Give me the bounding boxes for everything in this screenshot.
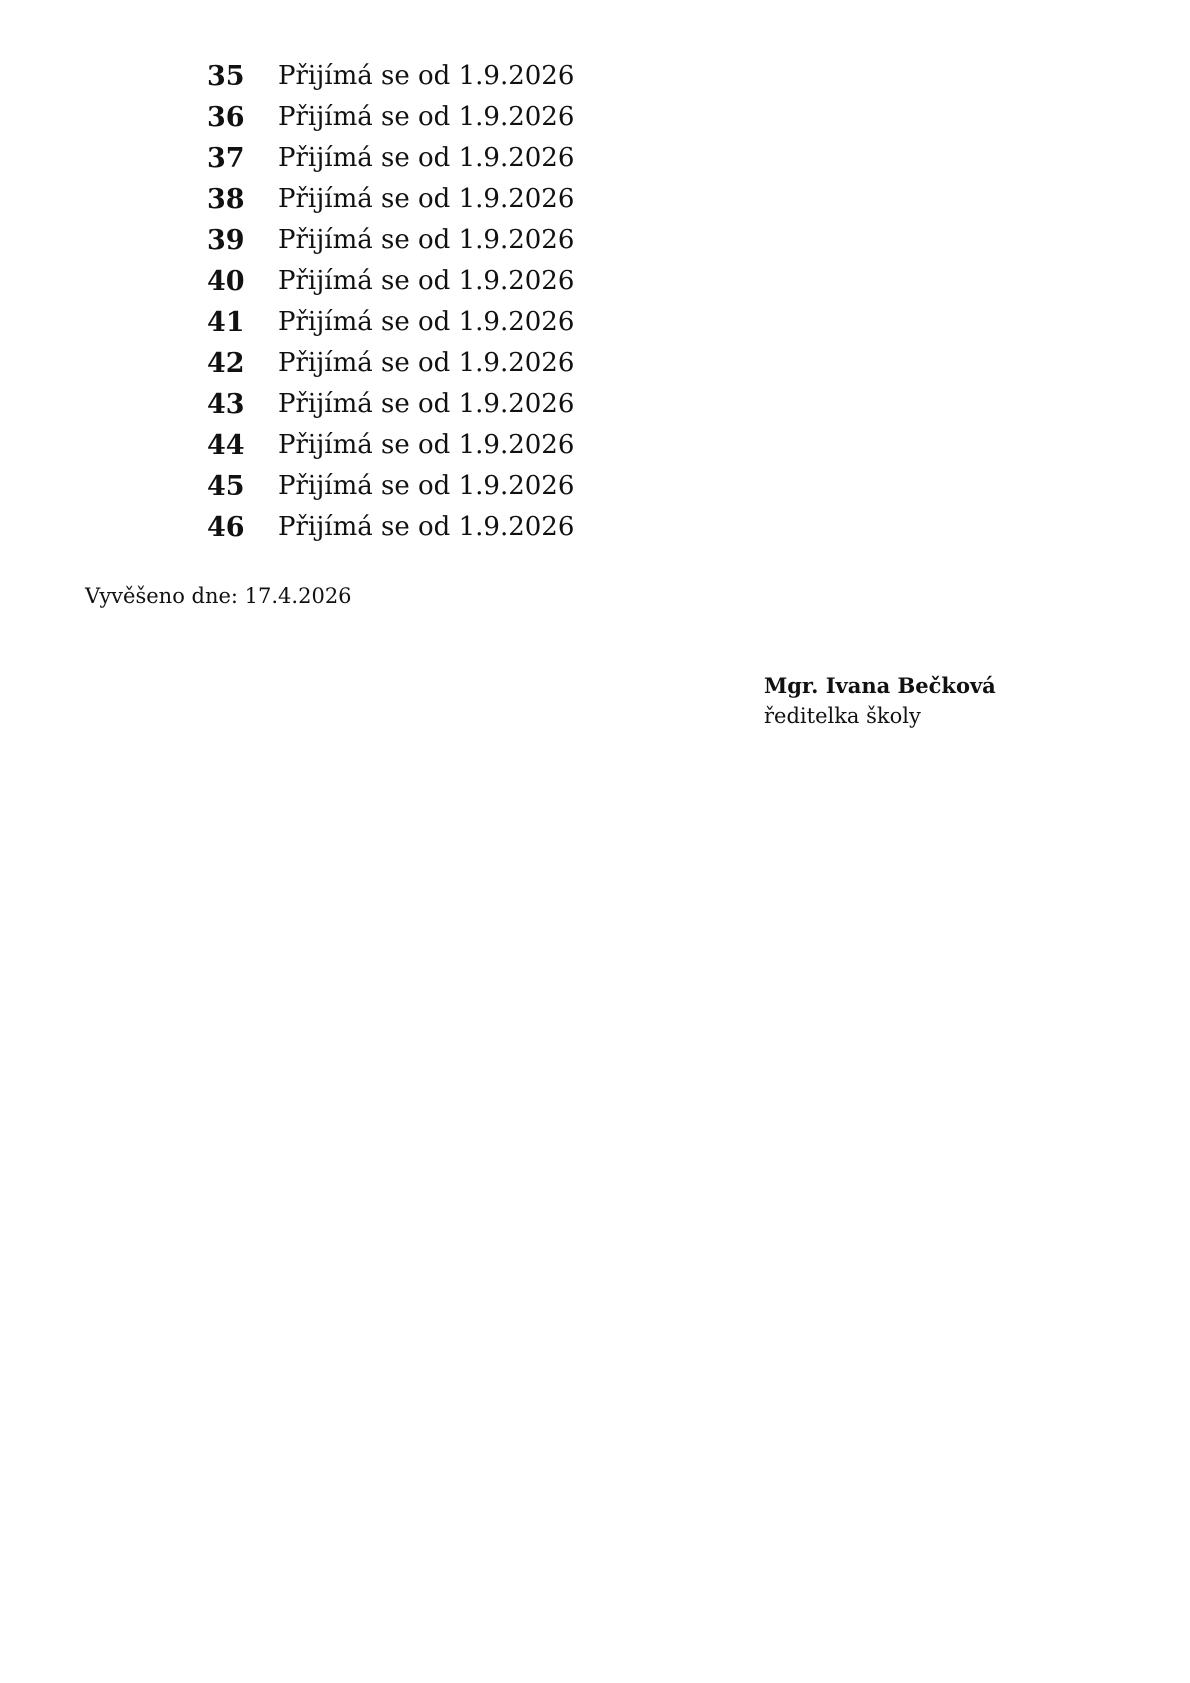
registration-number: 45: [207, 471, 245, 502]
admission-status: Přijímá se od 1.9.2026: [278, 61, 575, 91]
posted-date: Vyvěšeno dne: 17.4.2026: [85, 584, 352, 608]
result-row: [0, 425, 1190, 466]
registration-number: 37: [207, 143, 245, 174]
admission-status: Přijímá se od 1.9.2026: [278, 430, 575, 460]
admission-status: Přijímá se od 1.9.2026: [278, 307, 575, 337]
registration-number: 43: [207, 389, 245, 420]
result-row: [0, 466, 1190, 507]
result-row: [0, 384, 1190, 425]
registration-number: 40: [207, 266, 245, 297]
signatory-name: Mgr. Ivana Bečková: [764, 673, 996, 698]
registration-number: 38: [207, 184, 245, 215]
registration-number: 36: [207, 102, 245, 133]
registration-number: 35: [207, 61, 245, 92]
result-row: [0, 220, 1190, 261]
registration-number: 42: [207, 348, 245, 379]
result-row: [0, 179, 1190, 220]
admission-status: Přijímá se od 1.9.2026: [278, 266, 575, 296]
result-row: [0, 343, 1190, 384]
registration-number: 41: [207, 307, 245, 338]
signatory-title: ředitelka školy: [764, 704, 921, 728]
result-row: [0, 138, 1190, 179]
admission-status: Přijímá se od 1.9.2026: [278, 184, 575, 214]
result-row: [0, 56, 1190, 97]
registration-number: 46: [207, 512, 245, 543]
result-row: [0, 302, 1190, 343]
admission-status: Přijímá se od 1.9.2026: [278, 471, 575, 501]
admission-status: Přijímá se od 1.9.2026: [278, 102, 575, 132]
registration-number: 39: [207, 225, 245, 256]
admission-status: Přijímá se od 1.9.2026: [278, 512, 575, 542]
results-list: [0, 56, 1190, 548]
admission-status: Přijímá se od 1.9.2026: [278, 143, 575, 173]
registration-number: 44: [207, 430, 245, 461]
result-row: [0, 97, 1190, 138]
result-row: [0, 261, 1190, 302]
result-row: [0, 507, 1190, 548]
admission-status: Přijímá se od 1.9.2026: [278, 348, 575, 378]
admission-status: Přijímá se od 1.9.2026: [278, 389, 575, 419]
signature-block: [764, 671, 996, 731]
admission-status: Přijímá se od 1.9.2026: [278, 225, 575, 255]
